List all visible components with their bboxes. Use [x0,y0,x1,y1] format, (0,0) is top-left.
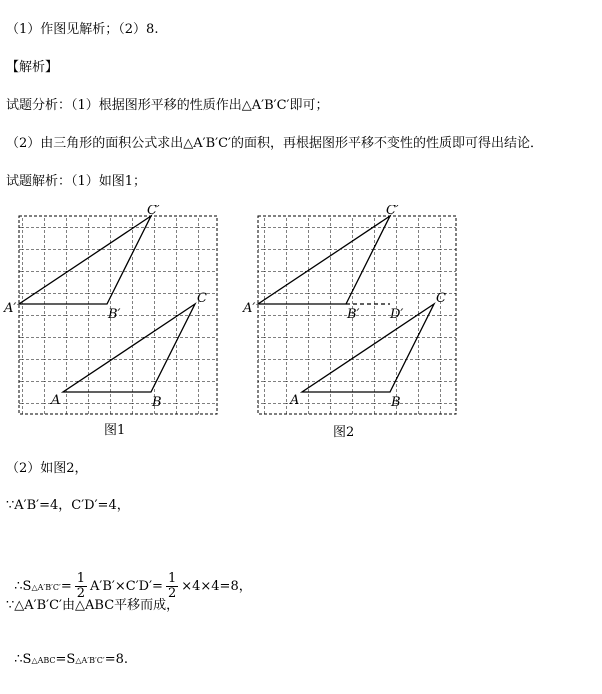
section-heading: 【解析】 [6,60,59,75]
answer-line: （1）作图见解析；（2）8. [6,22,159,37]
conclusion-line [6,636,128,669]
label-a-2: A [290,393,300,408]
solution-line: 试题解析：（1）如图1； [6,174,147,189]
fraction-half-1 [75,572,87,601]
conclusion-suffix: =8. [104,652,129,667]
label-a-prime-2: A′ [243,301,256,316]
because-line-2: ∵△A′B′C′由△ABC平移而成， [6,598,180,613]
area-eq-equals: = [60,579,72,594]
analysis-line: 试题分析：（1）根据图形平移的性质作出△A′B′C′即可； [6,98,329,113]
label-b-prime: B′ [108,307,121,322]
figure-1-caption: 图1 [104,423,126,438]
part2-line: （2）如图2， [6,461,88,476]
conclusion-middle: =S [55,652,76,667]
area-eq-subscript: △A′B′C′ [31,583,61,592]
label-a-prime: A′ [4,301,17,316]
area-eq-prefix: ∴S [14,579,32,594]
label-b-2: B [391,395,401,410]
analysis-line-2: （2）由三角形的面积公式求出△A′B′C′的面积，再根据图形平移不变性的性质即可得出结论． [6,136,544,151]
label-c: C [197,291,207,306]
because-line-1: ∵A′B′=4，C′D′=4， [6,498,130,513]
figure-2-caption: 图2 [333,425,355,440]
label-b: B [152,395,162,410]
area-eq-suffix: ×4×4=8， [181,579,252,594]
label-b-prime-2: B′ [347,307,360,322]
figure-2 [242,205,456,440]
label-d-prime: D′ [390,307,404,322]
fraction-2-denominator: 2 [167,586,177,601]
figure-1 [3,205,217,438]
fraction-half-2 [166,572,178,601]
label-c-prime-2: C′ [386,205,399,218]
area-eq-middle: A′B′×C′D′= [90,579,163,594]
conclusion-prefix: ∴S [14,652,32,667]
fraction-2-numerator: 1 [167,571,177,586]
conclusion-sub-1: △ABC [31,656,56,665]
label-a: A [51,393,61,408]
area-equation [6,536,252,601]
fraction-1-denominator: 2 [76,586,86,601]
figures [0,205,602,455]
label-c-2: C [436,291,446,306]
fraction-1-numerator: 1 [76,571,86,586]
label-c-prime: C′ [147,205,160,218]
conclusion-sub-2: △A′B′C′ [75,656,105,665]
